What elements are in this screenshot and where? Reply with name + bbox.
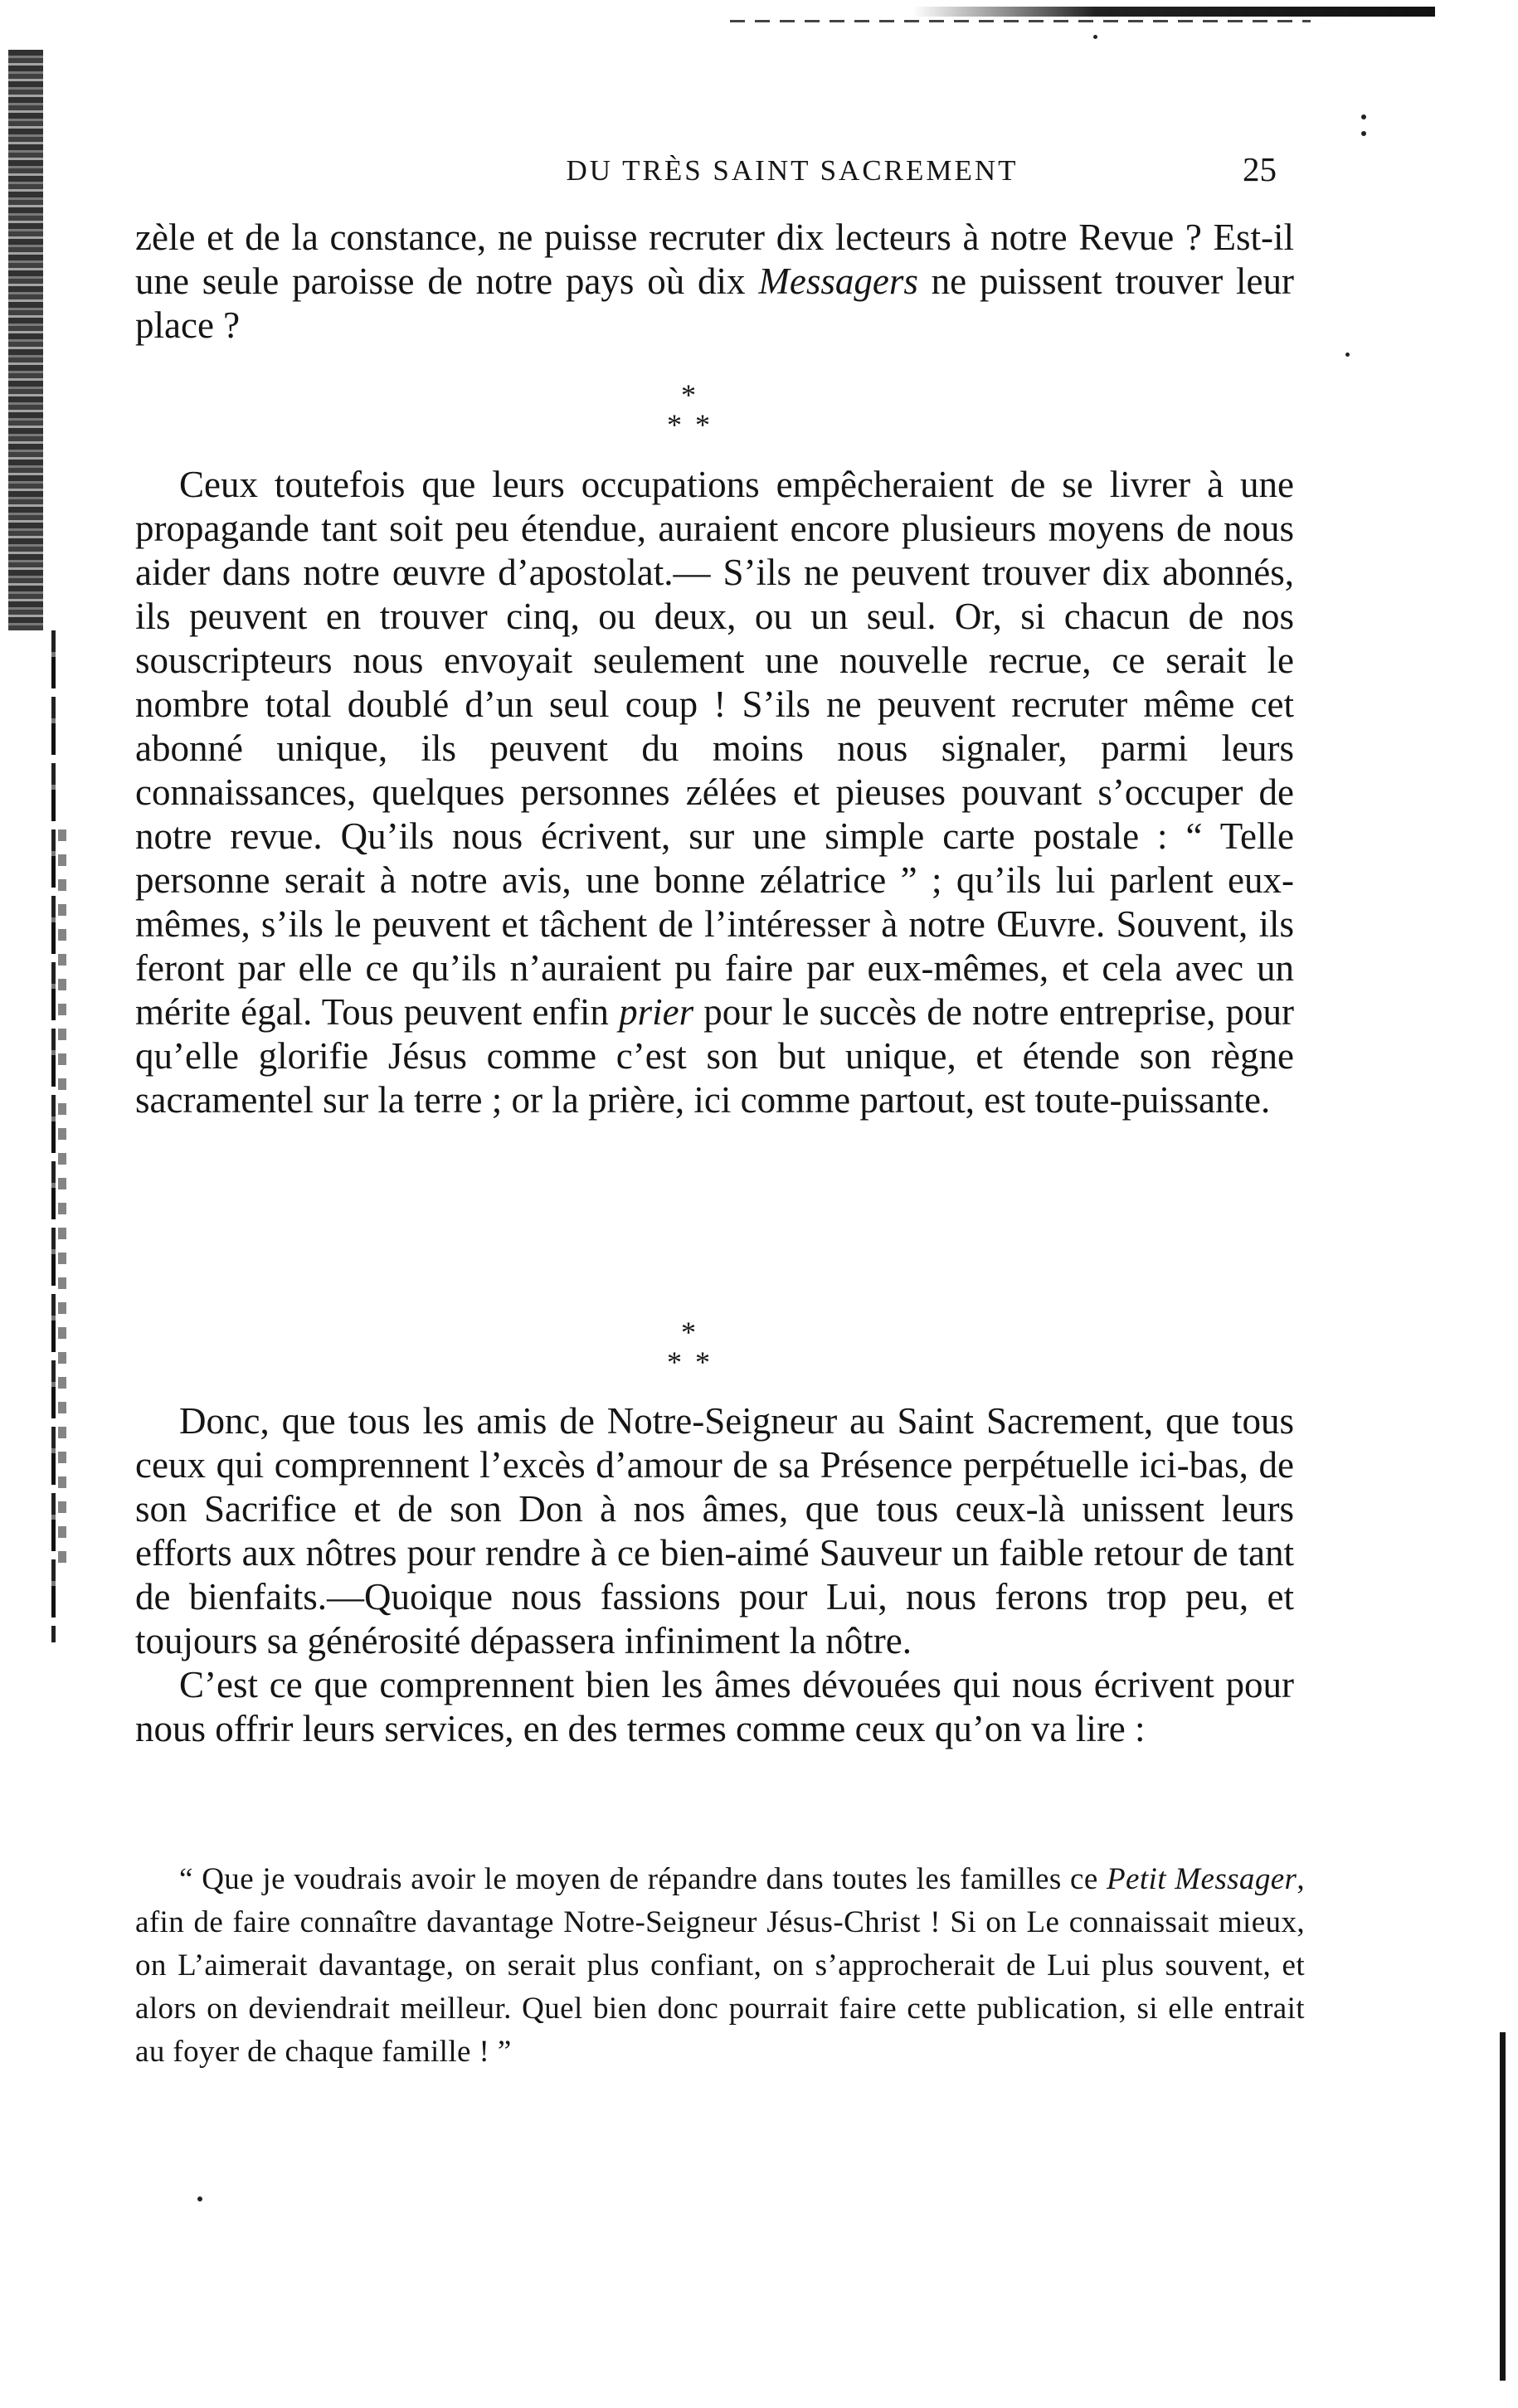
paragraph-text: Donc, que tous les amis de Notre-Seigneur au Saint Sacrement, que tous ceux qui comprennent l’excès d’amour de sa Présence perpétuelle ici-bas, de son Sacrifice et de son Don à nos âmes, que tous ceux-là unissent leurs efforts aux nôtres pour rendre à ce bien-aimé Sauveur un faible retour de tant de bienfaits.—Quoique nous fassions pour Lui, nous ferons trop peu, et toujours sa générosité dépassera infiniment la nôtre. — [135, 1400, 1294, 1661]
scan-left-edge-mark-secondary — [58, 829, 66, 1576]
quote-italic: Petit Messager — [1107, 1862, 1297, 1896]
scan-speck — [1361, 114, 1366, 119]
paragraph-italic: Messagers — [758, 260, 918, 302]
paragraph-text: Ceux toutefois que leurs occupations empêcheraient de se livrer à une propagande tant soit peu étendue, auraient encore plusieurs moyens de nous aider dans notre œuvre d’apostolat.— S’ils ne peuvent trouver dix abonnés, ils peuvent en trouver cinq, ou deux, ou un seul. Or, si chacun de nos souscripteurs nous envoyait seulement une nouvelle recrue, ce serait le nombre total doublé d’un seul coup ! S’ils ne peuvent recruter même cet abonné unique, ils peuvent du moins nous signaler, parmi leurs connaissances, quelques personnes zélées et pieuses pouvant s’occuper de notre revue. Qu’ils nous écrivent, sur une simple carte postale : “ Telle personne serait à notre avis, une bonne zélatrice ” ; qu’ils lui parlent eux-mêmes, s’ils le peuvent et tâchent de l’intéresser à notre Œuvre. Souvent, ils feront par elle ce qu’ils n’auraient pu faire par eux-mêmes, et cela avec un mérite égal. Tous peuvent enfin — [135, 464, 1294, 1033]
paragraph-text: zèle et de la constance, ne puisse recruter dix lecteurs à notre Revue ? Est-il une seule paroisse de notre pays où dix — [135, 216, 1294, 302]
asterism-star: * — [681, 1316, 696, 1349]
scan-speck — [1093, 35, 1097, 39]
quote-text: “ Que je voudrais avoir le moyen de répandre dans toutes les familles ce — [179, 1862, 1107, 1896]
paragraph-text: pour le succès de notre entreprise, pour qu’elle glorifie Jésus comme c’est son but unique, et étende son règne sacramentel sur la terre ; or la prière, ici comme partout, est toute-puissante. — [135, 991, 1295, 1121]
scan-speck — [1345, 353, 1350, 357]
asterism-stars: ** — [667, 408, 723, 441]
running-head: DU TRÈS SAINT SACREMENT — [566, 154, 1019, 187]
asterism-stars: ** — [667, 1345, 723, 1379]
scan-speck — [197, 2196, 202, 2201]
paragraph-appel — [135, 1399, 1294, 1751]
quoted-letter — [135, 1858, 1305, 2074]
paragraph-continuation — [135, 216, 1294, 348]
scan-speck — [1361, 131, 1366, 136]
scan-top-rule-thin — [730, 20, 1311, 22]
asterism-star: * — [681, 378, 696, 411]
asterism-divider — [639, 380, 738, 441]
page-number: 25 — [1243, 150, 1277, 188]
scan-left-spine-shadow — [8, 50, 43, 630]
scan-top-rule — [912, 7, 1435, 17]
paragraph-text: ne puissent trouver leur place ? — [135, 260, 1294, 346]
paragraph-text: C’est ce que comprennent bien les âmes dévouées qui nous écrivent pour nous offrir leurs services, en des termes comme ceux qu’on va lire : — [135, 1664, 1294, 1749]
paragraph-italic: prier — [619, 991, 694, 1033]
paragraph-propagande — [135, 463, 1294, 1122]
scan-right-edge-mark — [1500, 2032, 1506, 2381]
scan-left-edge-mark — [51, 630, 56, 1642]
quote-text: , afin de faire connaître davantage Notre-Seigneur Jésus-Christ ! Si on Le connaissait mieux, on L’aimerait davantage, on serait plus confiant, on s’approcherait de Lui plus souvent, et alors on deviendrait meilleur. Quel bien donc pourrait faire cette publication, si elle entrait au foyer de chaque famille ! ” — [135, 1862, 1305, 2069]
asterism-divider — [639, 1317, 738, 1379]
